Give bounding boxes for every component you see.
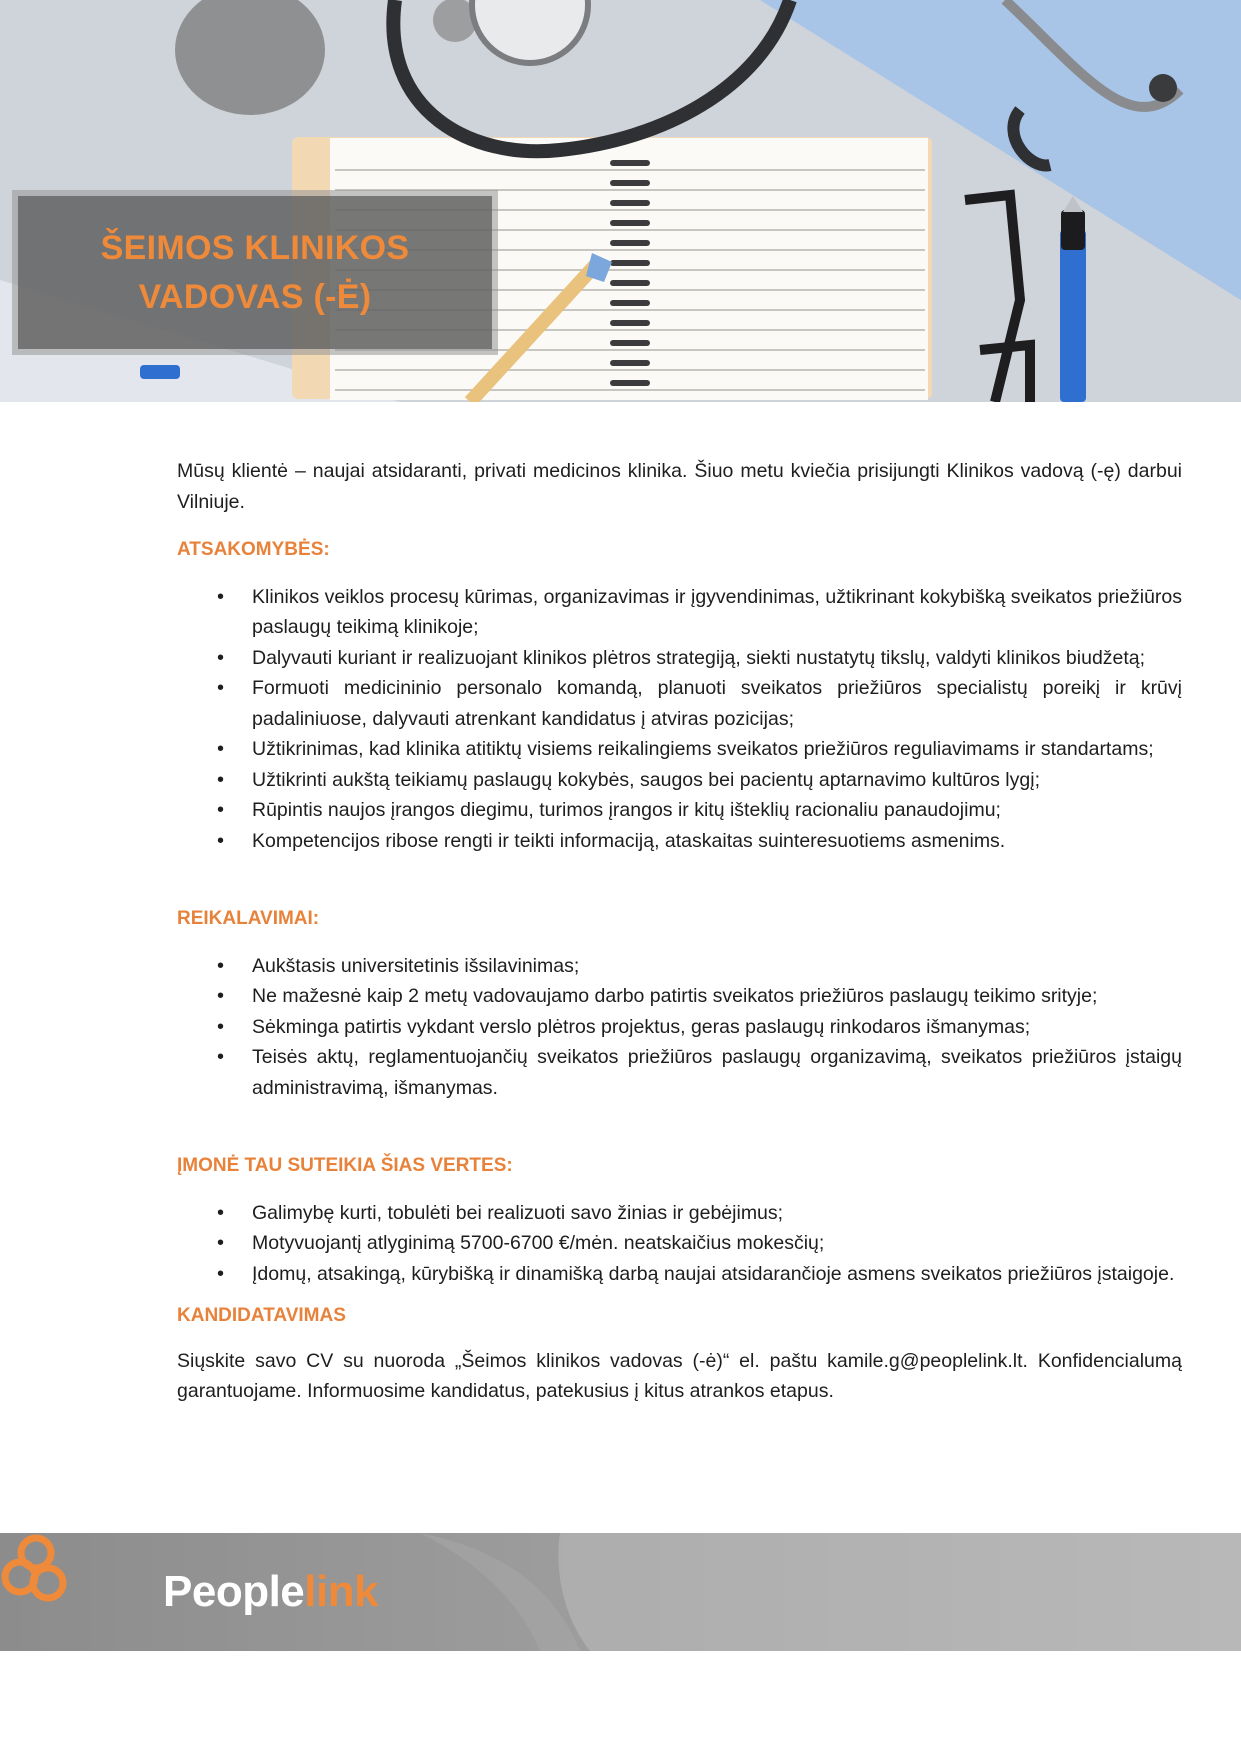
list-item: • Formuoti medicininio personalo komandą, planuoti sveikatos priežiūros specialistų poreikį ir krūvį padaliniuose, dalyvauti atrenkant kandidatus į atviras pozicijas; — [217, 677, 1182, 730]
application-heading: KANDIDATAVIMAS — [177, 1305, 346, 1326]
benefits-heading: ĮMONĖ TAU SUTEIKIA ŠIAS VERTES: — [177, 1155, 513, 1176]
footer-banner — [0, 1533, 1241, 1651]
brand-text-link: link — [304, 1567, 379, 1616]
peoplelink-brand — [163, 1567, 378, 1617]
list-item: • Kompetencijos ribose rengti ir teikti informaciją, ataskaitas suinteresuotiems asmenims. — [217, 829, 1006, 852]
list-item: • Aukštasis universitetinis išsilavinimas; — [217, 954, 580, 977]
list-item: • Galimybę kurti, tobulėti bei realizuoti savo žinias ir gebėjimus; — [217, 1201, 784, 1224]
list-item: • Rūpintis naujos įrangos diegimu, turimos įrangos ir kitų išteklių racionaliu panaudojimu; — [217, 799, 1001, 821]
application-text: Siųskite savo CV su nuoroda „Šeimos klinikos vadovas (-ė)“ el. paštu kamile.g@peoplelink.lt. Konfidencialumą garantuojame. Informuosime kandidatus, patekusius į kitus atrankos etapus. — [177, 1349, 1182, 1402]
intro-text: Mūsų klientė – naujai atsidaranti, privati medicinos klinika. Šiuo metu kviečia prisijungti Klinikos vadovą (-ę) darbui Vilniuje. — [177, 460, 1182, 513]
benefits-list — [177, 1198, 1182, 1290]
peoplelink-logo-icon — [0, 1533, 70, 1609]
requirements-list — [177, 951, 1182, 1104]
job-description — [177, 456, 1182, 1407]
list-item: • Užtikrinti aukštą teikiamų paslaugų kokybės, saugos bei pacientų aptarnavimo kultūros lygį; — [217, 768, 1040, 791]
list-item: • Teisės aktų, reglamentuojančių sveikatos priežiūros paslaugų organizavimą, sveikatos priežiūros įstaigų administravimą, išmanymas. — [217, 1046, 1182, 1099]
hero-image — [0, 0, 1241, 402]
list-item: • Dalyvauti kuriant ir realizuojant klinikos plėtros strategiją, siekti nustatytų tikslų, valdyti klinikos biudžetą; — [217, 646, 1146, 669]
list-item: • Įdomų, atsakingą, kūrybišką ir dinamišką darbą naujai atsidarančioje asmens sveikatos priežiūros įstaigoje. — [217, 1262, 1175, 1285]
list-item: • Klinikos veiklos procesų kūrimas, organizavimas ir įgyvendinimas, užtikrinant kokybišką sveikatos priežiūros paslaugų teikimą klinikoje; — [217, 585, 1182, 638]
list-item: • Užtikrinimas, kad klinika atitiktų visiems reikalingiems sveikatos priežiūros reguliavimams ir standartams; — [217, 738, 1154, 760]
responsibilities-list — [177, 582, 1182, 857]
job-title-line-1: ŠEIMOS KLINIKOS — [100, 228, 410, 267]
requirements-heading: REIKALAVIMAI: — [177, 908, 320, 929]
list-item: • Sėkminga patirtis vykdant verslo plėtros projektus, geras paslaugų rinkodaros išmanymas; — [217, 1015, 1031, 1038]
responsibilities-heading: ATSAKOMYBĖS: — [177, 539, 330, 560]
list-item: • Ne mažesnė kaip 2 metų vadovaujamo darbo patirtis sveikatos priežiūros paslaugų teikimo srityje; — [217, 985, 1098, 1007]
list-item: • Motyvuojantį atlyginimą 5700-6700 €/mėn. neatskaičius mokesčių; — [217, 1232, 825, 1254]
job-title-box — [18, 196, 492, 349]
job-title-line-2: VADOVAS (-Ė) — [138, 277, 372, 316]
brand-text-people: People — [163, 1567, 305, 1616]
